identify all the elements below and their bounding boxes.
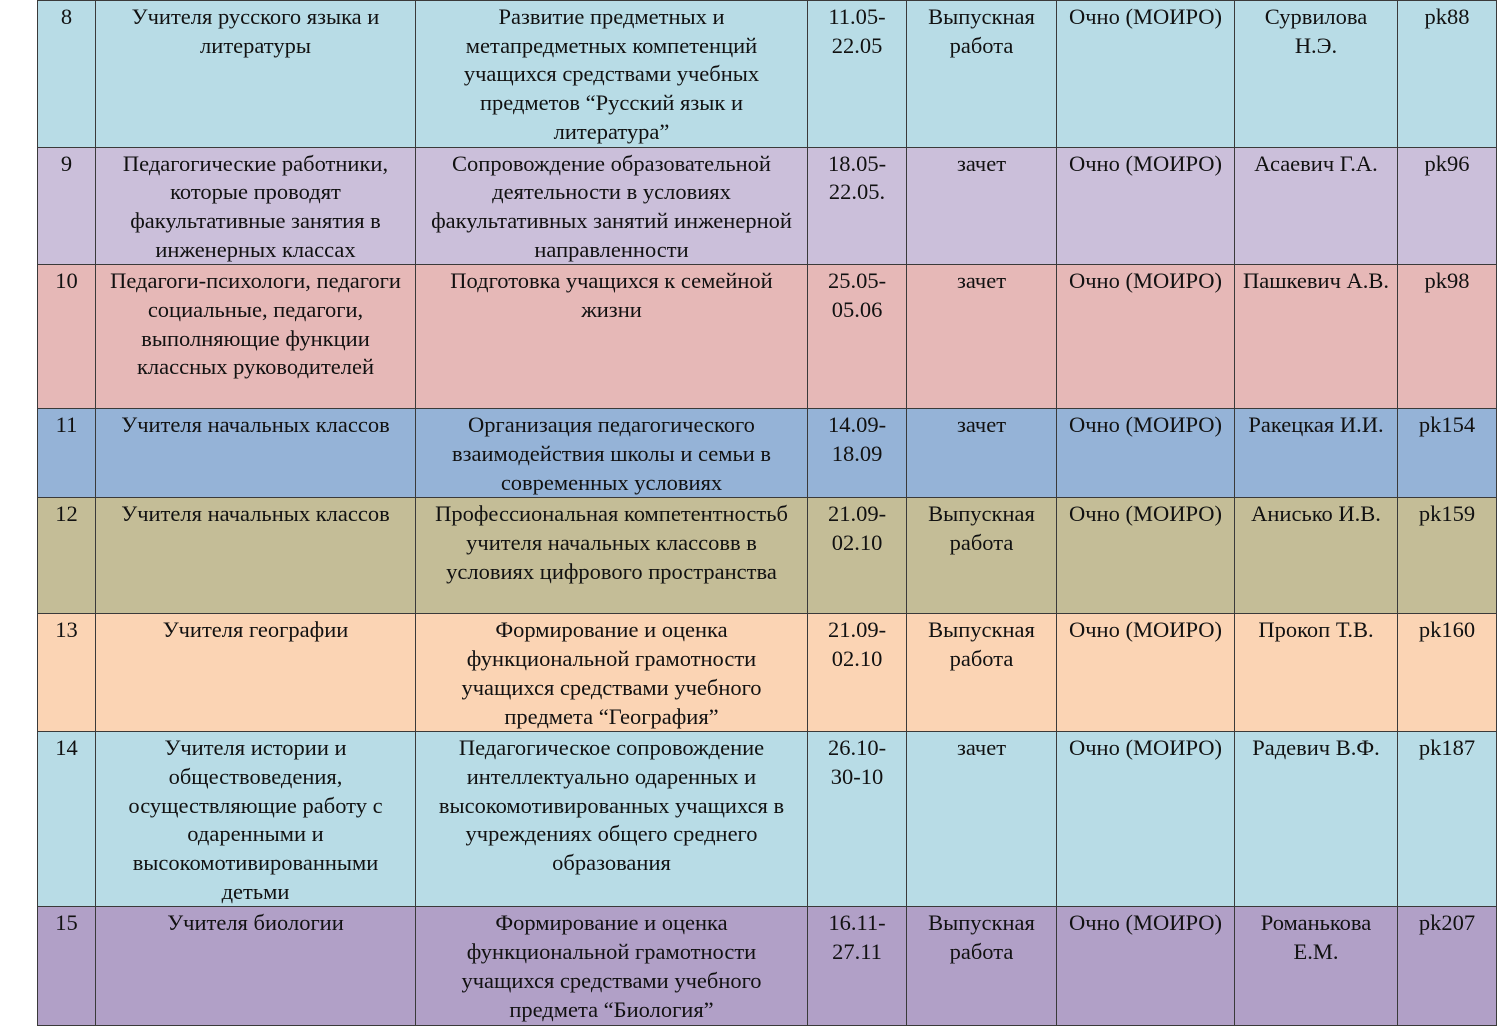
- dates-cell: 18.05-22.05.: [808, 147, 907, 265]
- study-mode-cell: Очно (МОИРО): [1057, 498, 1235, 614]
- row-number-cell: 13: [38, 614, 96, 732]
- audience-cell: Учителя истории и обществоведения, осуществляющие работу с одаренными и высокомотивированными детьми: [96, 732, 416, 907]
- course-code-cell: pk88: [1398, 1, 1497, 148]
- assessment-form-cell: Выпускная работа: [907, 1, 1057, 148]
- course-leader-cell: Пашкевич А.В.: [1235, 265, 1398, 409]
- course-leader-cell: Радевич В.Ф.: [1235, 732, 1398, 907]
- course-topic-cell: Сопровождение образовательной деятельности в условиях факультативных занятий инженерной направленности: [416, 147, 808, 265]
- course-topic-cell: Формирование и оценка функциональной грамотности учащихся средствами учебного предмета “Биология”: [416, 907, 808, 1026]
- row-number-cell: 12: [38, 498, 96, 614]
- audience-cell: Учителя начальных классов: [96, 498, 416, 614]
- assessment-form-cell: зачет: [907, 147, 1057, 265]
- table-row: [38, 732, 1497, 907]
- row-number-cell: 9: [38, 147, 96, 265]
- course-code-cell: pk160: [1398, 614, 1497, 732]
- assessment-form-cell: Выпускная работа: [907, 907, 1057, 1026]
- course-leader-cell: Ракецкая И.И.: [1235, 409, 1398, 498]
- course-leader-cell: Романькова Е.М.: [1235, 907, 1398, 1026]
- assessment-form-cell: зачет: [907, 265, 1057, 409]
- course-topic-cell: Подготовка учащихся к семейной жизни: [416, 265, 808, 409]
- dates-cell: 21.09-02.10: [808, 614, 907, 732]
- row-number-cell: 8: [38, 1, 96, 148]
- row-number-cell: 10: [38, 265, 96, 409]
- course-topic-cell: Профессиональная компетентностьб учителя начальных классовв в условиях цифрового пространства: [416, 498, 808, 614]
- course-schedule-table: [37, 0, 1497, 1026]
- table-row: [38, 907, 1497, 1026]
- dates-cell: 16.11-27.11: [808, 907, 907, 1026]
- course-topic-cell: Развитие предметных и метапредметных компетенций учащихся средствами учебных предметов “Русский язык и литература”: [416, 1, 808, 148]
- audience-cell: Педагоги-психологи, педагоги социальные, педагоги, выполняющие функции классных руководителей: [96, 265, 416, 409]
- assessment-form-cell: Выпускная работа: [907, 614, 1057, 732]
- course-leader-cell: Анисько И.В.: [1235, 498, 1398, 614]
- course-code-cell: pk187: [1398, 732, 1497, 907]
- course-topic-cell: Организация педагогического взаимодействия школы и семьи в современных условиях: [416, 409, 808, 498]
- study-mode-cell: Очно (МОИРО): [1057, 732, 1235, 907]
- study-mode-cell: Очно (МОИРО): [1057, 907, 1235, 1026]
- table-row: [38, 498, 1497, 614]
- assessment-form-cell: зачет: [907, 732, 1057, 907]
- table-row: [38, 265, 1497, 409]
- assessment-form-cell: Выпускная работа: [907, 498, 1057, 614]
- assessment-form-cell: зачет: [907, 409, 1057, 498]
- study-mode-cell: Очно (МОИРО): [1057, 409, 1235, 498]
- row-number-cell: 15: [38, 907, 96, 1026]
- course-code-cell: pk98: [1398, 265, 1497, 409]
- dates-cell: 11.05-22.05: [808, 1, 907, 148]
- dates-cell: 14.09-18.09: [808, 409, 907, 498]
- course-leader-cell: Сурвилова Н.Э.: [1235, 1, 1398, 148]
- audience-cell: Учителя начальных классов: [96, 409, 416, 498]
- course-code-cell: pk207: [1398, 907, 1497, 1026]
- table-row: [38, 1, 1497, 148]
- study-mode-cell: Очно (МОИРО): [1057, 614, 1235, 732]
- course-code-cell: pk154: [1398, 409, 1497, 498]
- audience-cell: Педагогические работники, которые проводят факультативные занятия в инженерных классах: [96, 147, 416, 265]
- audience-cell: Учителя биологии: [96, 907, 416, 1026]
- audience-cell: Учителя географии: [96, 614, 416, 732]
- course-leader-cell: Асаевич Г.А.: [1235, 147, 1398, 265]
- table-row: [38, 409, 1497, 498]
- row-number-cell: 14: [38, 732, 96, 907]
- dates-cell: 26.10-30-10: [808, 732, 907, 907]
- audience-cell: Учителя русского языка и литературы: [96, 1, 416, 148]
- course-code-cell: pk159: [1398, 498, 1497, 614]
- course-code-cell: pk96: [1398, 147, 1497, 265]
- table-row: [38, 614, 1497, 732]
- table-row: [38, 147, 1497, 265]
- study-mode-cell: Очно (МОИРО): [1057, 265, 1235, 409]
- study-mode-cell: Очно (МОИРО): [1057, 147, 1235, 265]
- course-topic-cell: Формирование и оценка функциональной грамотности учащихся средствами учебного предмета “География”: [416, 614, 808, 732]
- row-number-cell: 11: [38, 409, 96, 498]
- course-leader-cell: Прокоп Т.В.: [1235, 614, 1398, 732]
- course-topic-cell: Педагогическое сопровождение интеллектуально одаренных и высокомотивированных учащихся в учреждениях общего среднего образования: [416, 732, 808, 907]
- study-mode-cell: Очно (МОИРО): [1057, 1, 1235, 148]
- dates-cell: 21.09-02.10: [808, 498, 907, 614]
- dates-cell: 25.05-05.06: [808, 265, 907, 409]
